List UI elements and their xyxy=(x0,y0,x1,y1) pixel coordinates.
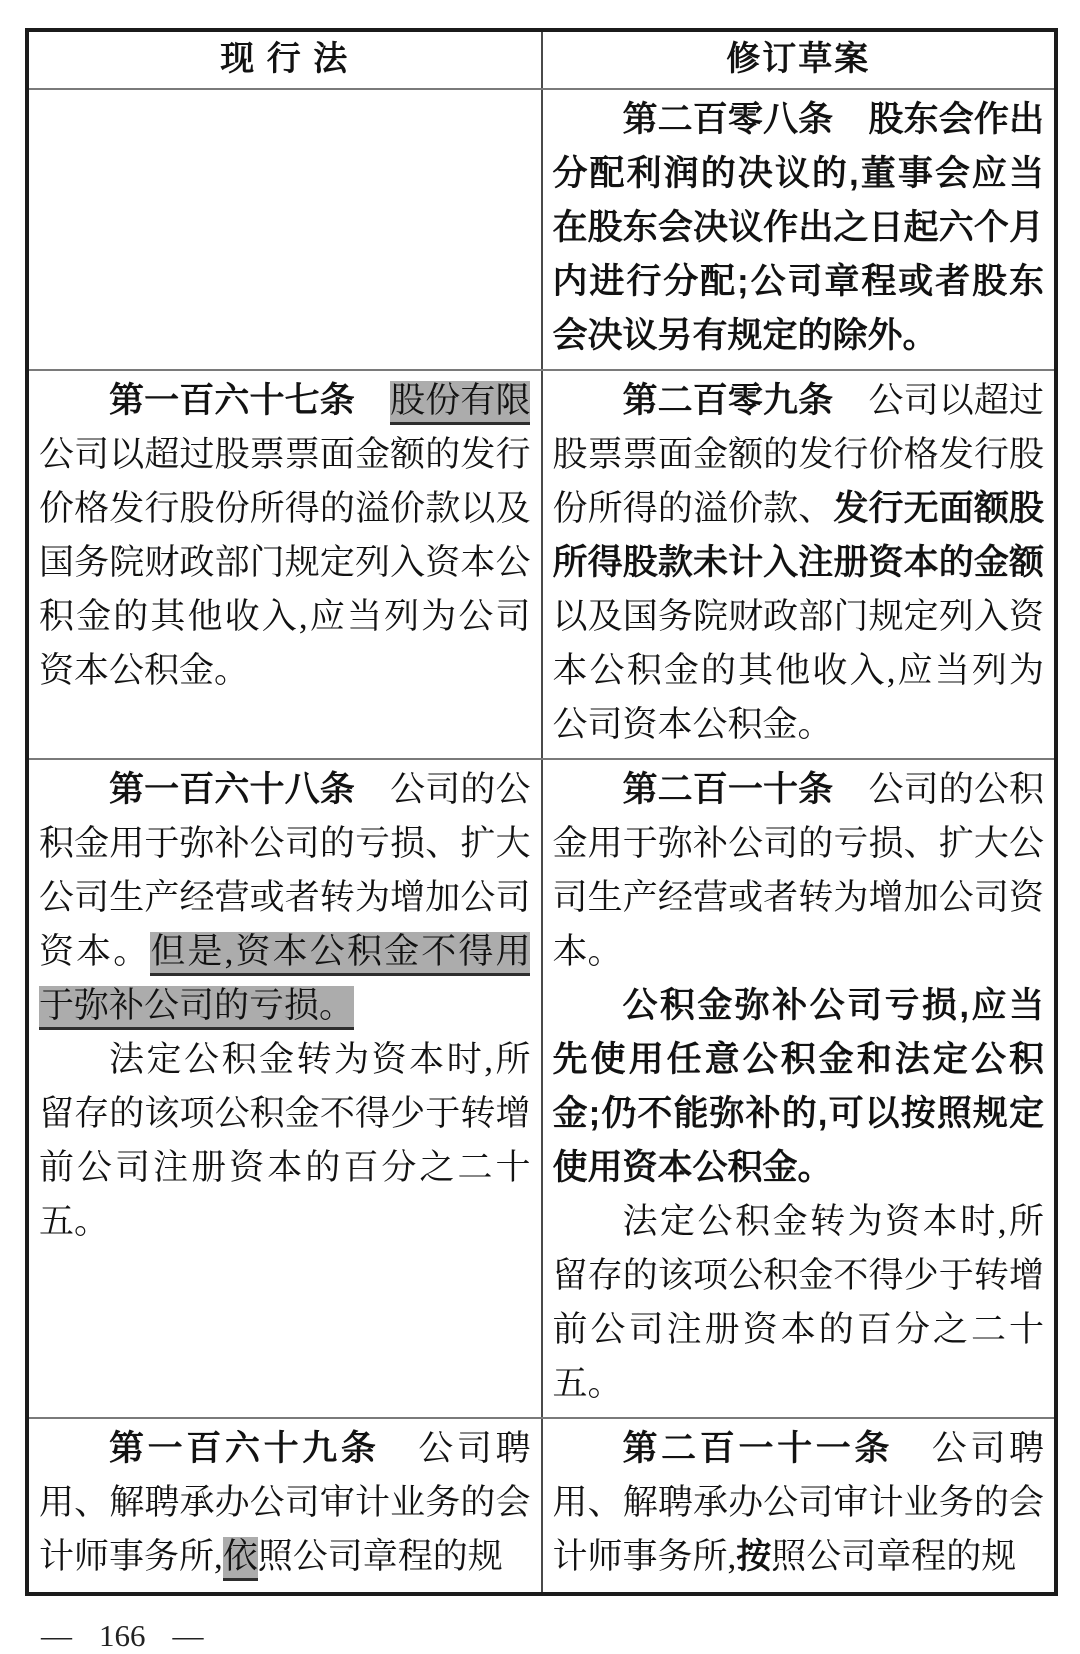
paragraph xyxy=(39,1033,531,1249)
paragraph xyxy=(553,1195,1045,1411)
text-run: 公司聘用、解聘承办公司审计业务的会计师事务所, xyxy=(552,1429,1044,1576)
text-run: 公司以超过股票票面金额的发行价格发行股份所得的溢价款、 xyxy=(552,381,1044,528)
text-run: 公司的公积金用于弥补公司的亏损、扩大公司生产经营或者转为增加公司资本。 xyxy=(39,770,531,971)
bold-text-run: 发行无面额股所得股款未计入注册资本的金额 xyxy=(552,489,1044,582)
cell-revision-draft xyxy=(542,759,1057,1418)
bold-text-run: 公积金弥补公司亏损,应当先使用任意公积金和法定公积金;仍不能弥补的,可以按照规定使用资本公积金。 xyxy=(552,986,1044,1187)
page-number: 166 xyxy=(99,1618,146,1653)
page-footer xyxy=(41,1618,204,1654)
comparison-row-1 xyxy=(27,89,1056,370)
bold-text-run: 按 xyxy=(736,1537,772,1576)
paragraph xyxy=(553,374,1045,752)
cell-revision-draft xyxy=(542,370,1057,759)
paragraph xyxy=(39,1422,531,1584)
text-run: 照公司章程的规 xyxy=(257,1537,503,1576)
text-run: 公司以超过股票票面金额的发行价格发行股份所得的溢价款以及国务院财政部门规定列入资本公积金的其他收入,应当列为公司资本公积金。 xyxy=(39,435,531,690)
highlighted-text-run: 股份有限 xyxy=(390,381,530,425)
cell-current-law xyxy=(27,759,542,1418)
cell-current-law xyxy=(27,370,542,759)
column-header-current-law: 现 行 法 xyxy=(27,30,542,89)
column-header-revision-draft: 修订草案 xyxy=(542,30,1057,89)
footer-dash-left: — xyxy=(41,1618,72,1653)
bold-text-run: 第一百六十七条 xyxy=(109,381,391,420)
text-run: 公司聘用、解聘承办公司审计业务的会计师事务所, xyxy=(39,1429,531,1576)
bold-text-run: 第一百六十八条 xyxy=(109,770,391,809)
cell-revision-draft xyxy=(542,1418,1057,1594)
bold-text-run: 第二百零八条 股东会作出分配利润的决议的,董事会应当在股东会决议作出之日起六个月内进行分配;公司章程或者股东会决议另有规定的除外。 xyxy=(552,100,1044,355)
highlighted-text-run: 依 xyxy=(223,1537,258,1581)
paragraph xyxy=(39,763,531,1033)
bold-text-run: 第二百零九条 xyxy=(622,381,869,420)
paragraph xyxy=(553,1422,1045,1584)
cell-current-law xyxy=(27,1418,542,1594)
text-run: 法定公积金转为资本时,所留存的该项公积金不得少于转增前公司注册资本的百分之二十五。 xyxy=(39,1040,531,1241)
cell-current-law xyxy=(27,89,542,370)
text-run: 照公司章程的规 xyxy=(771,1537,1017,1576)
law-comparison-table xyxy=(25,28,1058,1596)
comparison-row-2 xyxy=(27,370,1056,759)
text-run: 以及国务院财政部门规定列入资本公积金的其他收入,应当列为公司资本公积金。 xyxy=(552,597,1044,744)
cell-revision-draft xyxy=(542,89,1057,370)
text-run: 法定公积金转为资本时,所留存的该项公积金不得少于转增前公司注册资本的百分之二十五。 xyxy=(552,1202,1044,1403)
table-head xyxy=(27,30,1056,89)
paragraph xyxy=(553,93,1045,363)
bold-text-run: 第二百一十条 xyxy=(622,770,869,809)
paragraph xyxy=(553,979,1045,1195)
paragraph xyxy=(39,374,531,698)
highlighted-text-run: 但是,资本公积金不得用于弥补公司的亏损。 xyxy=(39,932,530,1030)
paragraph xyxy=(553,763,1045,979)
bold-text-run: 第一百六十九条 xyxy=(109,1429,419,1468)
footer-dash-right: — xyxy=(172,1618,204,1653)
comparison-row-3 xyxy=(27,759,1056,1418)
table-body xyxy=(27,89,1056,1594)
bold-text-run: 第二百一十一条 xyxy=(622,1429,932,1468)
text-run: 公司的公积金用于弥补公司的亏损、扩大公司生产经营或者转为增加公司资本。 xyxy=(552,770,1044,971)
comparison-row-4 xyxy=(27,1418,1056,1594)
header-row xyxy=(27,30,1056,89)
